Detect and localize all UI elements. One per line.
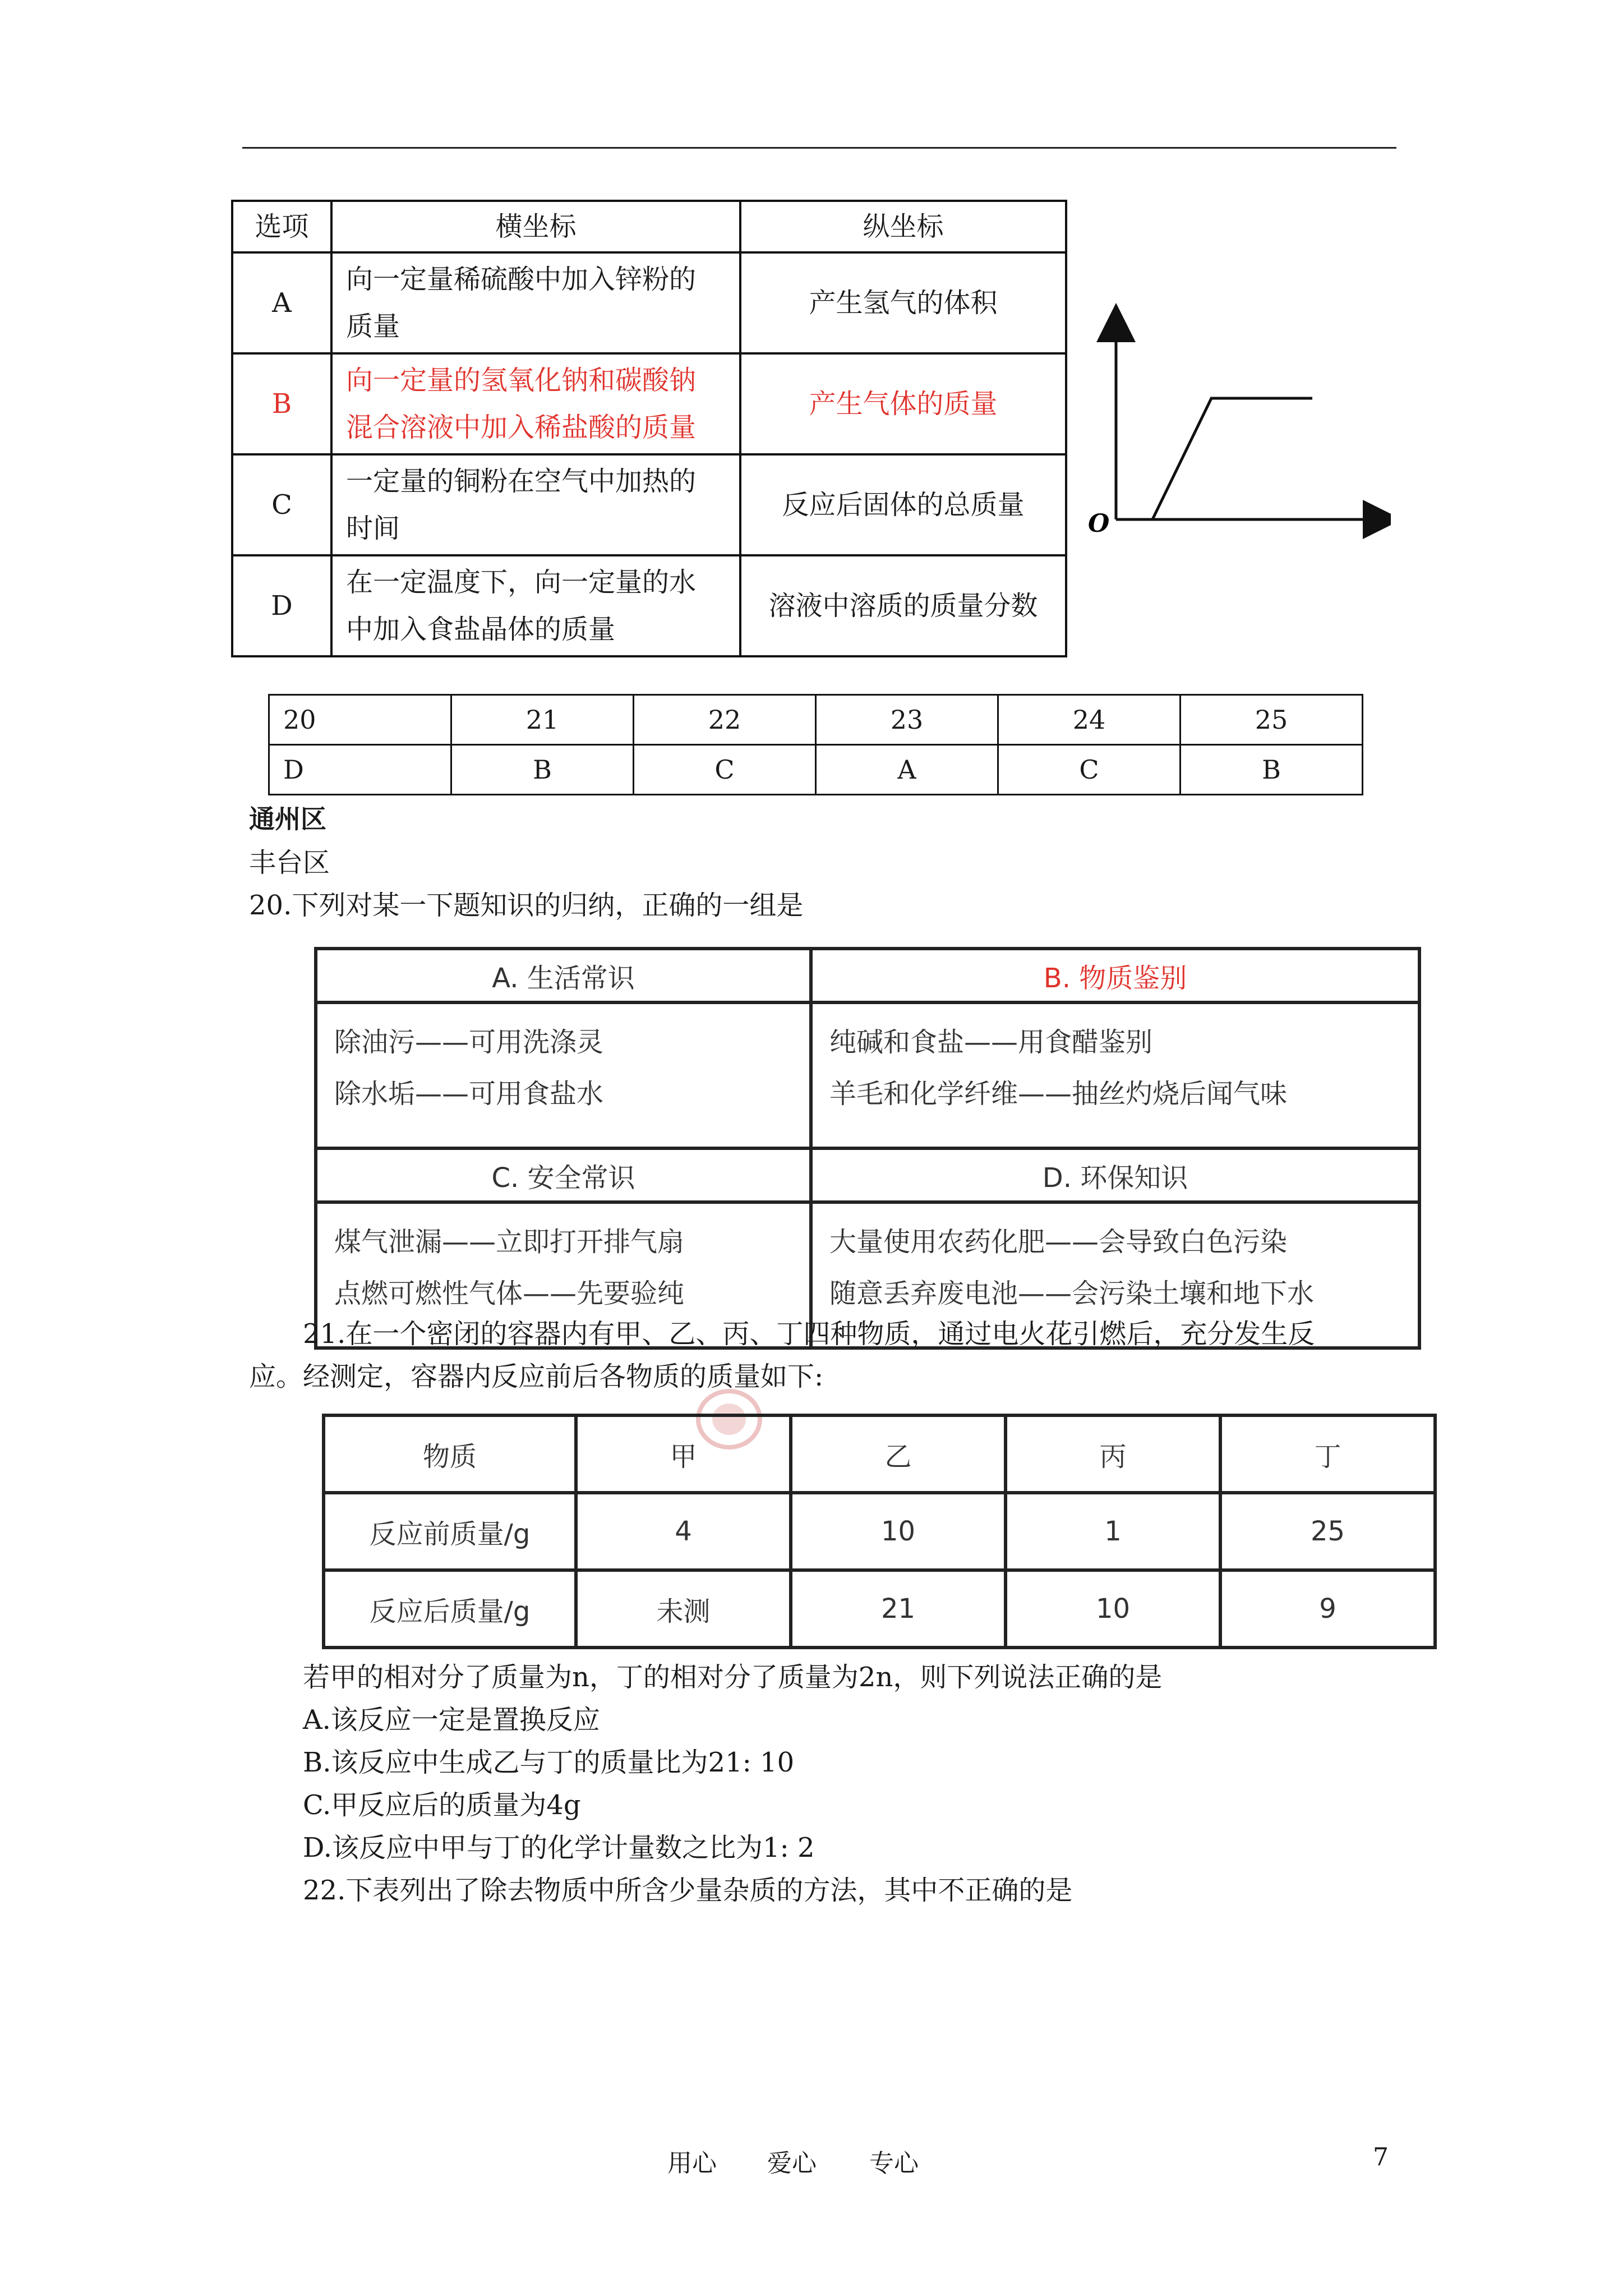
graph-curve [1152,398,1312,519]
cell-b-body: 纯碱和食盐——用食醋鉴别 羊毛和化学纤维——抽丝灼烧后闻气味 [811,1002,1419,1148]
header-option: 选项 [232,201,331,252]
x-axis-desc: 在一定温度下，向一定量的水 中加入食盐晶体的质量 [331,555,740,656]
header-x: 横坐标 [331,201,740,252]
answer-number: 22 [634,695,816,745]
mass-table [322,1414,1437,1649]
options-row-c [232,454,1066,555]
answers-table [268,694,1363,795]
y-axis-desc: 产生气体的质量 [740,353,1066,454]
mass-cell: 反应前质量/g [324,1493,576,1570]
options-row-a [232,252,1066,353]
mass-cell: 反应后质量/g [324,1570,576,1648]
option-label: A [232,252,331,353]
answer-letter: A [816,745,998,795]
footer-motto-2: 爱心 [767,2149,817,2178]
options-table-header [232,201,1066,252]
y-axis-desc: 产生氢气的体积 [740,252,1066,353]
mass-cell: 乙 [791,1415,1006,1493]
x-axis-desc: 向一定量稀硫酸中加入锌粉的 质量 [331,252,740,353]
option-label: D [232,555,331,656]
x-axis-desc: 一定量的铜粉在空气中加热的 时间 [331,454,740,555]
answer-letter: C [998,745,1181,795]
mass-cell: 丁 [1220,1415,1435,1493]
header-rule [242,147,1396,149]
option-label: C [232,454,331,555]
question-22: 22.下表列出了除去物质中所含少量杂质的方法，其中不正确的是 [303,1875,1073,1906]
mass-cell: 10 [791,1493,1006,1570]
question-21-option-c: C.甲反应后的质量为4g [303,1789,581,1821]
footer-motto-1: 用心 [667,2149,717,2178]
cell-c-title: C. 安全常识 [316,1148,811,1202]
mass-cell: 丙 [1006,1415,1220,1493]
question-21-stem: 若甲的相对分了质量为n，丁的相对分了质量为2n，则下列说法正确的是 [303,1662,1163,1693]
mass-table-before [324,1493,1435,1570]
mass-cell: 4 [576,1493,791,1570]
answers-number-row [269,695,1363,745]
origin-label: O [1088,509,1110,538]
mass-table-after [324,1570,1435,1648]
mass-cell: 9 [1220,1570,1435,1648]
knowledge-row-2-header [316,1148,1419,1202]
answer-number: 20 [269,695,451,745]
knowledge-row-1-header [316,949,1419,1002]
answer-number: 21 [451,695,634,745]
header-y: 纵坐标 [740,201,1066,252]
question-21-option-b: B.该反应中生成乙与丁的质量比为21: 10 [303,1747,795,1778]
knowledge-table [314,947,1421,1350]
options-table [231,200,1067,657]
answer-number: 25 [1181,695,1363,745]
cell-d-body: 大量使用农药化肥——会导致白色污染 随意丢弃废电池——会污染土壤和地下水 [811,1202,1419,1348]
answer-letter: D [269,745,451,795]
knowledge-row-1-body [316,1002,1419,1148]
y-axis-desc: 反应后固体的总质量 [740,454,1066,555]
mass-cell: 甲 [576,1415,791,1493]
sketch-graph [1077,303,1391,550]
question-20: 20.下列对某一下题知识的归纳，正确的一组是 [249,890,804,921]
answer-letter: B [1181,745,1363,795]
question-21-option-d: D.该反应中甲与丁的化学计量数之比为1: 2 [303,1832,815,1864]
page-number: 7 [1373,2143,1389,2171]
mass-cell: 10 [1006,1570,1220,1648]
option-label: B [232,353,331,454]
answer-number: 23 [816,695,998,745]
answer-number: 24 [998,695,1181,745]
mass-cell: 1 [1006,1493,1220,1570]
cell-b-title: B. 物质鉴别 [811,949,1419,1002]
question-21-line2: 应。经测定，容器内反应前后各物质的质量如下: [249,1361,824,1392]
answer-letter: C [634,745,816,795]
mass-cell: 25 [1220,1493,1435,1570]
question-21-line1: 21.在一个密闭的容器内有甲、乙、丙、丁四种物质，通过电火花引燃后，充分发生反 [303,1318,1315,1350]
x-axis-desc: 向一定量的氢氧化钠和碳酸钠 混合溶液中加入稀盐酸的质量 [331,353,740,454]
cell-c-body: 煤气泄漏——立即打开排气扇 点燃可燃性气体——先要验纯 [316,1202,811,1348]
mass-cell: 21 [791,1570,1006,1648]
mass-cell: 未测 [576,1570,791,1648]
cell-a-title: A. 生活常识 [316,949,811,1002]
mass-table-header [324,1415,1435,1493]
answers-letter-row [269,745,1363,795]
options-row-d [232,555,1066,656]
cell-a-body: 除油污——可用洗涤灵 除水垢——可用食盐水 [316,1002,811,1148]
footer-motto-3: 专心 [869,2149,919,2178]
y-axis-desc: 溶液中溶质的质量分数 [740,555,1066,656]
mass-cell: 物质 [324,1415,576,1493]
cell-d-title: D. 环保知识 [811,1148,1419,1202]
section-heading-fengtai: 丰台区 [249,847,330,878]
question-21-option-a: A.该反应一定是置换反应 [303,1704,600,1736]
options-row-b [232,353,1066,454]
section-heading-tongzhou: 通州区 [249,804,326,834]
answer-letter: B [451,745,634,795]
